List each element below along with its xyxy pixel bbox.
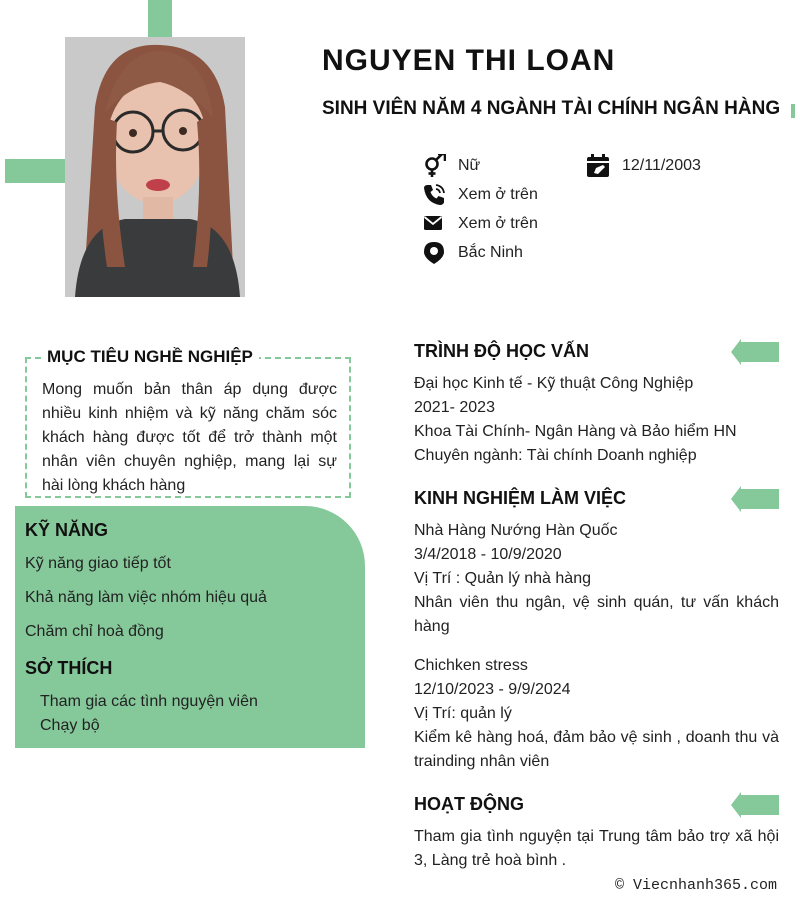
job-position: Vị Trí : Quản lý nhà hàng bbox=[414, 570, 591, 587]
skill-item: Khả năng làm việc nhóm hiệu quả bbox=[25, 589, 267, 606]
email-value: Xem ở trên bbox=[458, 215, 538, 232]
arrow-left-icon bbox=[731, 792, 779, 818]
hobby-item: Tham gia các tình nguyện viên bbox=[40, 693, 258, 710]
job-company: Nhà Hàng Nướng Hàn Quốc bbox=[414, 522, 618, 539]
arrow-left-icon bbox=[731, 339, 779, 365]
gender-value: Nữ bbox=[458, 157, 481, 174]
education-line: Khoa Tài Chính- Ngân Hàng và Bảo hiểm HN bbox=[414, 423, 737, 440]
profile-photo bbox=[65, 37, 245, 297]
decorative-bar-right bbox=[791, 104, 795, 118]
calendar-icon bbox=[586, 154, 610, 178]
gender-icon bbox=[422, 154, 446, 178]
education-line: Chuyên ngành: Tài chính Doanh nghiệp bbox=[414, 447, 697, 464]
job-position: Vị Trí: quản lý bbox=[414, 705, 512, 722]
job-period: 3/4/2018 - 10/9/2020 bbox=[414, 546, 562, 563]
birthday-value: 12/11/2003 bbox=[622, 157, 701, 174]
decorative-bar-left bbox=[5, 159, 65, 183]
education-line: 2021- 2023 bbox=[414, 399, 495, 416]
skill-item: Kỹ năng giao tiếp tốt bbox=[25, 555, 171, 572]
arrow-left-icon bbox=[731, 486, 779, 512]
job-company: Chichken stress bbox=[414, 657, 528, 674]
experience-title: KINH NGHIỆM LÀM VIỆC bbox=[414, 488, 627, 508]
activities-text: Tham gia tình nguyện tại Trung tâm bảo trợ xã hội 3, Làng trẻ hoà bình . bbox=[414, 828, 779, 869]
phone-icon bbox=[422, 183, 446, 207]
mail-icon bbox=[422, 212, 446, 236]
job-period: 12/10/2023 - 9/9/2024 bbox=[414, 681, 571, 698]
footer-copyright: © Viecnhanh365.com bbox=[615, 877, 778, 894]
activities-title: HOẠT ĐỘNG bbox=[414, 794, 524, 814]
location-pin-icon bbox=[422, 241, 446, 265]
objective-title: MỤC TIÊU NGHỀ NGHIỆP bbox=[41, 347, 259, 367]
job-description: Nhân viên thu ngân, vệ sinh quán, tư vấn khách hàng bbox=[414, 594, 779, 635]
education-title: TRÌNH ĐỘ HỌC VẤN bbox=[414, 341, 589, 361]
phone-value: Xem ở trên bbox=[458, 186, 538, 203]
hobby-item: Chạy bộ bbox=[40, 717, 100, 734]
skill-item: Chăm chỉ hoà đồng bbox=[25, 623, 164, 640]
skills-title: KỸ NĂNG bbox=[25, 520, 109, 540]
candidate-name: NGUYEN THI LOAN bbox=[322, 44, 616, 77]
objective-text: Mong muốn bản thân áp dụng được nhiều kinh nhiệm và kỹ năng chăm sóc khách hàng được tốt để trở thành một nhân viên chuyên nghiệp, mang lại sự hài lòng khách hàng bbox=[42, 381, 337, 494]
hobbies-title: SỞ THÍCH bbox=[25, 658, 113, 678]
education-line: Đại học Kinh tế - Kỹ thuật Công Nghiệp bbox=[414, 375, 694, 392]
decorative-bar-top bbox=[148, 0, 172, 37]
location-value: Bắc Ninh bbox=[458, 244, 523, 261]
job-description: Kiểm kê hàng hoá, đảm bảo vệ sinh , doanh thu và trainding nhân viên bbox=[414, 729, 779, 770]
candidate-title: SINH VIÊN NĂM 4 NGÀNH TÀI CHÍNH NGÂN HÀNG bbox=[322, 98, 781, 119]
